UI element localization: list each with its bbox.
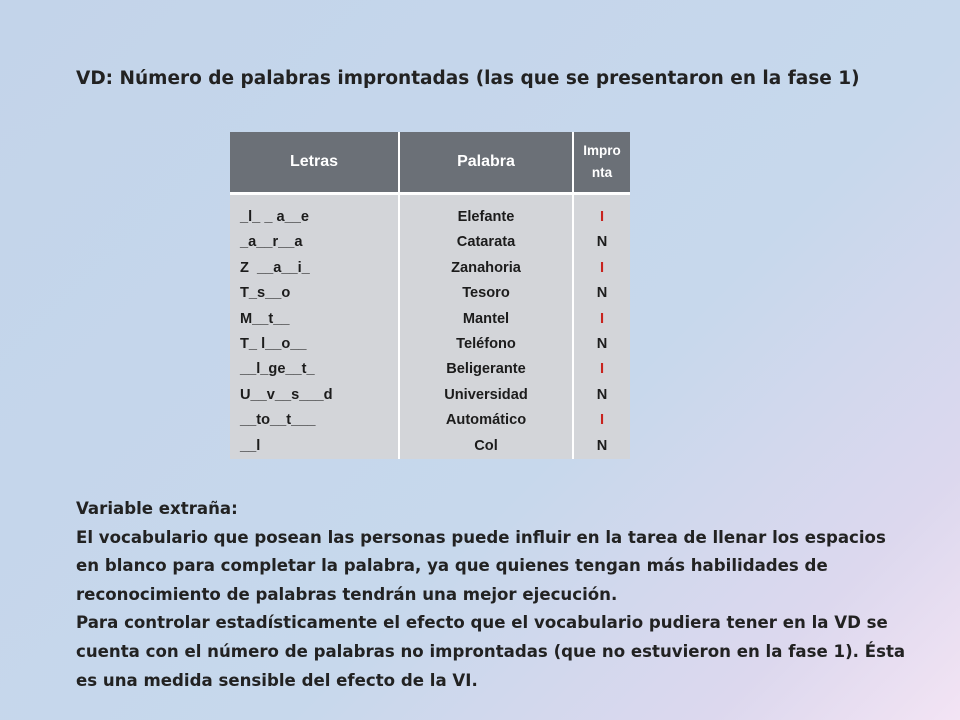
extraneous-variable-paragraph-2: Para controlar estadísticamente el efecto que el vocabulario pudiera tener en la VD se cuenta con el número de palabras no improntadas (que no estuvieron en la fase 1). Ésta es una medida sensible del efecto de la VI. bbox=[76, 613, 906, 690]
table-row bbox=[230, 194, 630, 459]
extraneous-variable-section bbox=[76, 495, 906, 695]
palabra-item: Teléfono bbox=[456, 335, 516, 352]
palabra-item: Zanahoria bbox=[451, 259, 521, 276]
palabra-item: Tesoro bbox=[462, 285, 510, 302]
palabra-item: Col bbox=[474, 437, 498, 454]
impronta-mark: N bbox=[596, 386, 608, 403]
header-palabra: Palabra bbox=[399, 132, 573, 194]
letras-item: T_s__o bbox=[240, 285, 291, 302]
letras-item: __l_ge__t_ bbox=[240, 361, 315, 378]
letras-item: T_ l__o__ bbox=[240, 335, 307, 352]
impronta-mark: I bbox=[599, 310, 605, 327]
palabra-item: Catarata bbox=[456, 234, 516, 251]
table-header-row bbox=[230, 132, 630, 194]
letras-item: M__t__ bbox=[240, 310, 290, 327]
impronta-mark: I bbox=[599, 259, 605, 276]
palabra-item: Universidad bbox=[444, 386, 528, 403]
palabra-item: Automático bbox=[445, 412, 527, 429]
impronta-cell bbox=[573, 194, 630, 459]
page-heading: VD: Número de palabras improntadas (las que se presentaron en la fase 1) bbox=[76, 68, 860, 89]
header-impronta-part: Impro bbox=[583, 143, 621, 158]
impronta-mark: N bbox=[596, 437, 608, 454]
palabra-cell bbox=[399, 194, 573, 459]
impronta-mark: N bbox=[596, 285, 608, 302]
impronta-mark: I bbox=[599, 209, 605, 225]
letras-item: U__v__s___d bbox=[240, 386, 333, 403]
words-table bbox=[230, 132, 630, 459]
extraneous-variable-title: Variable extraña: bbox=[76, 499, 238, 518]
palabra-item: Beligerante bbox=[446, 361, 526, 378]
letras-item: _a__r__a bbox=[240, 234, 303, 251]
extraneous-variable-paragraph-1: El vocabulario que posean las personas puede influir en la tarea de llenar los espacios en blanco para completar la palabra, ya que quienes tengan más habilidades de reconocimiento de palabras tendrán una mejor ejecución. bbox=[76, 527, 886, 604]
impronta-mark: N bbox=[596, 234, 608, 251]
header-impronta bbox=[573, 132, 630, 194]
impronta-mark: I bbox=[599, 412, 605, 429]
letras-item: _l_ _ a__e bbox=[240, 209, 309, 225]
palabra-item: Mantel bbox=[462, 310, 510, 327]
header-letras: Letras bbox=[230, 132, 399, 194]
impronta-mark: I bbox=[599, 361, 605, 378]
palabra-item: Elefante bbox=[457, 209, 515, 225]
letras-item: __to__t___ bbox=[240, 412, 316, 429]
header-impronta-part: nta bbox=[591, 165, 613, 180]
letras-cell bbox=[230, 194, 399, 459]
impronta-mark: N bbox=[596, 335, 608, 352]
letras-item: __l bbox=[240, 437, 261, 454]
letras-item: Z __a__i_ bbox=[240, 259, 310, 276]
